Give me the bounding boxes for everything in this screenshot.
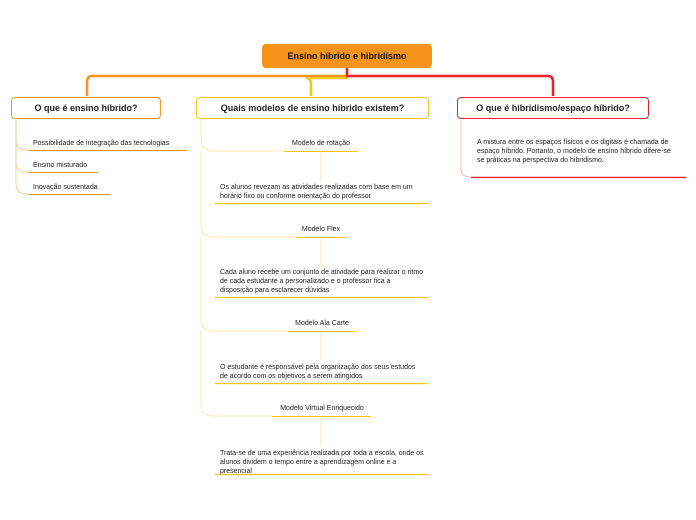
model-flex-description[interactable]: Cada aluno recebe um conjunto de atividade para realizar o ritmo de cada estudante a personalizado e o professor fica a disposição para esclarecer dúvidas <box>220 269 424 294</box>
model-rotation[interactable]: Modelo de rotação <box>292 140 350 147</box>
subtopic-sustained-innovation[interactable]: Inovação sustentada <box>33 184 98 191</box>
model-flex[interactable]: Modelo Flex <box>301 226 341 233</box>
model-enriched-virtual[interactable]: Modelo Virtual Enriquecido <box>280 405 364 412</box>
topic-hybrid-models[interactable]: Quais modelos de ensino híbrido existem? <box>196 97 429 119</box>
hybridism-description[interactable]: A mistura entre os espaços físicos e os digitais é chamada de espaço híbrido. Portanto, o modelo de ensino híbrido difere-se se práticas na perspectiva do hibridismo. <box>477 139 671 164</box>
model-enriched-virtual-description[interactable]: Trata-se de uma experiência realizada por toda a escola, onde os alunos dividem o tempo entre a aprendizagem online e a presencial <box>220 450 424 475</box>
topic-what-is-hybridism[interactable]: O que é hibridismo/espaço híbrido? <box>457 97 649 119</box>
topic-what-is-hybrid-teaching[interactable]: O que é ensino híbrido? <box>11 97 161 119</box>
root-topic[interactable]: Ensino híbrido e hibridismo <box>262 44 432 68</box>
model-a-la-carte[interactable]: Modelo Ala Carte <box>295 320 349 327</box>
model-a-la-carte-description[interactable]: O estudante é responsável pela organização dos seus estudos de acordo com os objetivos a serem atingidos <box>220 364 416 380</box>
subtopic-integration[interactable]: Possibilidade de integração das tecnologias <box>33 140 170 147</box>
model-rotation-description[interactable]: Os alunos revezam as atividades realizadas com base em um horário fixo ou conforme orientação do professor <box>220 184 413 200</box>
subtopic-blended[interactable]: Ensino misturado <box>33 162 88 169</box>
